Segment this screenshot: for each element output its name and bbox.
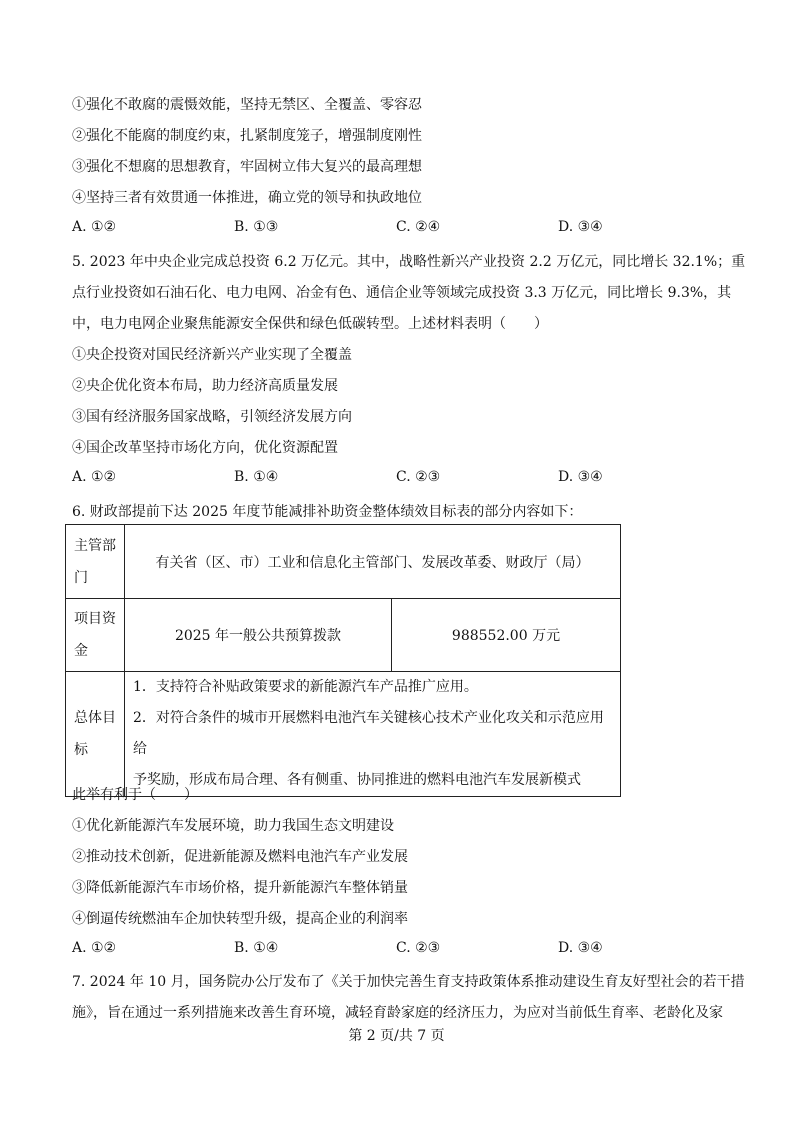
q4-choice-c[interactable]: C. ②④ [396,219,441,235]
q6-option-1: ①优化新能源汽车发展环境，助力我国生态文明建设 [72,818,394,834]
q6-choice-d[interactable]: D. ③④ [558,940,603,956]
q5-choice-c[interactable]: C. ②③ [396,469,441,485]
goal-cell [125,672,621,797]
q4-choice-a[interactable]: A. ①② [72,219,117,235]
goal-item-2b: 予奖励，形成布局合理、各有侧重、协同推进的燃料电池汽车发展新模式 [133,772,581,788]
table-row [66,525,621,599]
goal-item-1: 1．支持符合补贴政策要求的新能源汽车产品推广应用。 [133,679,478,695]
q5-option-2: ②央企优化资本布局，助力经济高质量发展 [72,378,338,394]
department-value: 有关省（区、市）工业和信息化主管部门、发展改革委、财政厅（局） [125,525,621,599]
funds-source: 2025 年一般公共预算拨款 [125,599,392,672]
q5-option-3: ③国有经济服务国家战略，引领经济发展方向 [72,409,352,425]
q6-option-4: ④倒逼传统燃油车企加快转型升级，提高企业的利润率 [72,911,408,927]
funds-amount: 988552.00 万元 [392,599,621,672]
q4-option-4: ④坚持三者有效贯通一体推进，确立党的领导和执政地位 [72,190,422,206]
q5-option-1: ①央企投资对国民经济新兴产业实现了全覆盖 [72,347,352,363]
row-header-funds: 项目资金 [66,599,125,672]
q5-stem-line-2: 点行业投资如石油石化、电力电网、冶金有色、通信企业等领域完成投资 3.3 万亿元，同比增长 9.3%，其 [72,285,732,301]
q5-choice-d[interactable]: D. ③④ [558,469,603,485]
q6-choices [72,940,732,960]
q7-stem-line-1: 7. 2024 年 10 月，国务院办公厅发布了《关于加快完善生育支持政策体系推动建设生育友好型社会的若干措 [72,974,745,990]
q5-stem-line-1: 5. 2023 年中央企业完成总投资 6.2 万亿元。其中，战略性新兴产业投资 2.2 万亿元，同比增长 32.1%；重 [72,254,746,270]
table-row [66,599,621,672]
q5-option-4: ④国企改革坚持市场化方向，优化资源配置 [72,440,338,456]
q6-choice-a[interactable]: A. ①② [72,940,117,956]
q4-option-2: ②强化不能腐的制度约束，扎紧制度笼子，增强制度刚性 [72,128,422,144]
q6-choice-c[interactable]: C. ②③ [396,940,441,956]
q5-choice-a[interactable]: A. ①② [72,469,117,485]
goal-item-2a: 2．对符合条件的城市开展燃料电池汽车关键核心技术产业化攻关和示范应用给 [133,710,604,757]
table-row [66,672,621,797]
q5-choices [72,469,732,489]
q5-stem-line-3: 中，电力电网企业聚焦能源安全保供和绿色低碳转型。上述材料表明（ ） [72,316,548,332]
q4-option-1: ①强化不敢腐的震慑效能，坚持无禁区、全覆盖、零容忍 [72,97,422,113]
q4-option-3: ③强化不想腐的思想教育，牢固树立伟大复兴的最高理想 [72,159,422,175]
row-header-department: 主管部门 [66,525,125,599]
q6-choice-b[interactable]: B. ①④ [234,940,279,956]
q4-choices [72,219,732,239]
row-header-goal: 总体目标 [66,672,125,797]
q4-choice-b[interactable]: B. ①③ [234,219,279,235]
q6-option-2: ②推动技术创新，促进新能源及燃料电池汽车产业发展 [72,849,408,865]
q4-choice-d[interactable]: D. ③④ [558,219,603,235]
q6-stem: 6. 财政部提前下达 2025 年度节能减排补助资金整体绩效目标表的部分内容如下： [72,504,583,520]
q6-question: 此举有利于（ ） [72,787,198,803]
q6-option-3: ③降低新能源汽车市场价格，提升新能源汽车整体销量 [72,880,408,896]
q7-stem-line-2: 施》，旨在通过一系列措施来改善生育环境，减轻育龄家庭的经济压力，为应对当前低生育率、老龄化及家 [72,1005,723,1021]
q5-choice-b[interactable]: B. ①④ [234,469,279,485]
performance-target-table [65,524,621,797]
page-footer: 第 2 页/共 7 页 [348,1028,445,1044]
